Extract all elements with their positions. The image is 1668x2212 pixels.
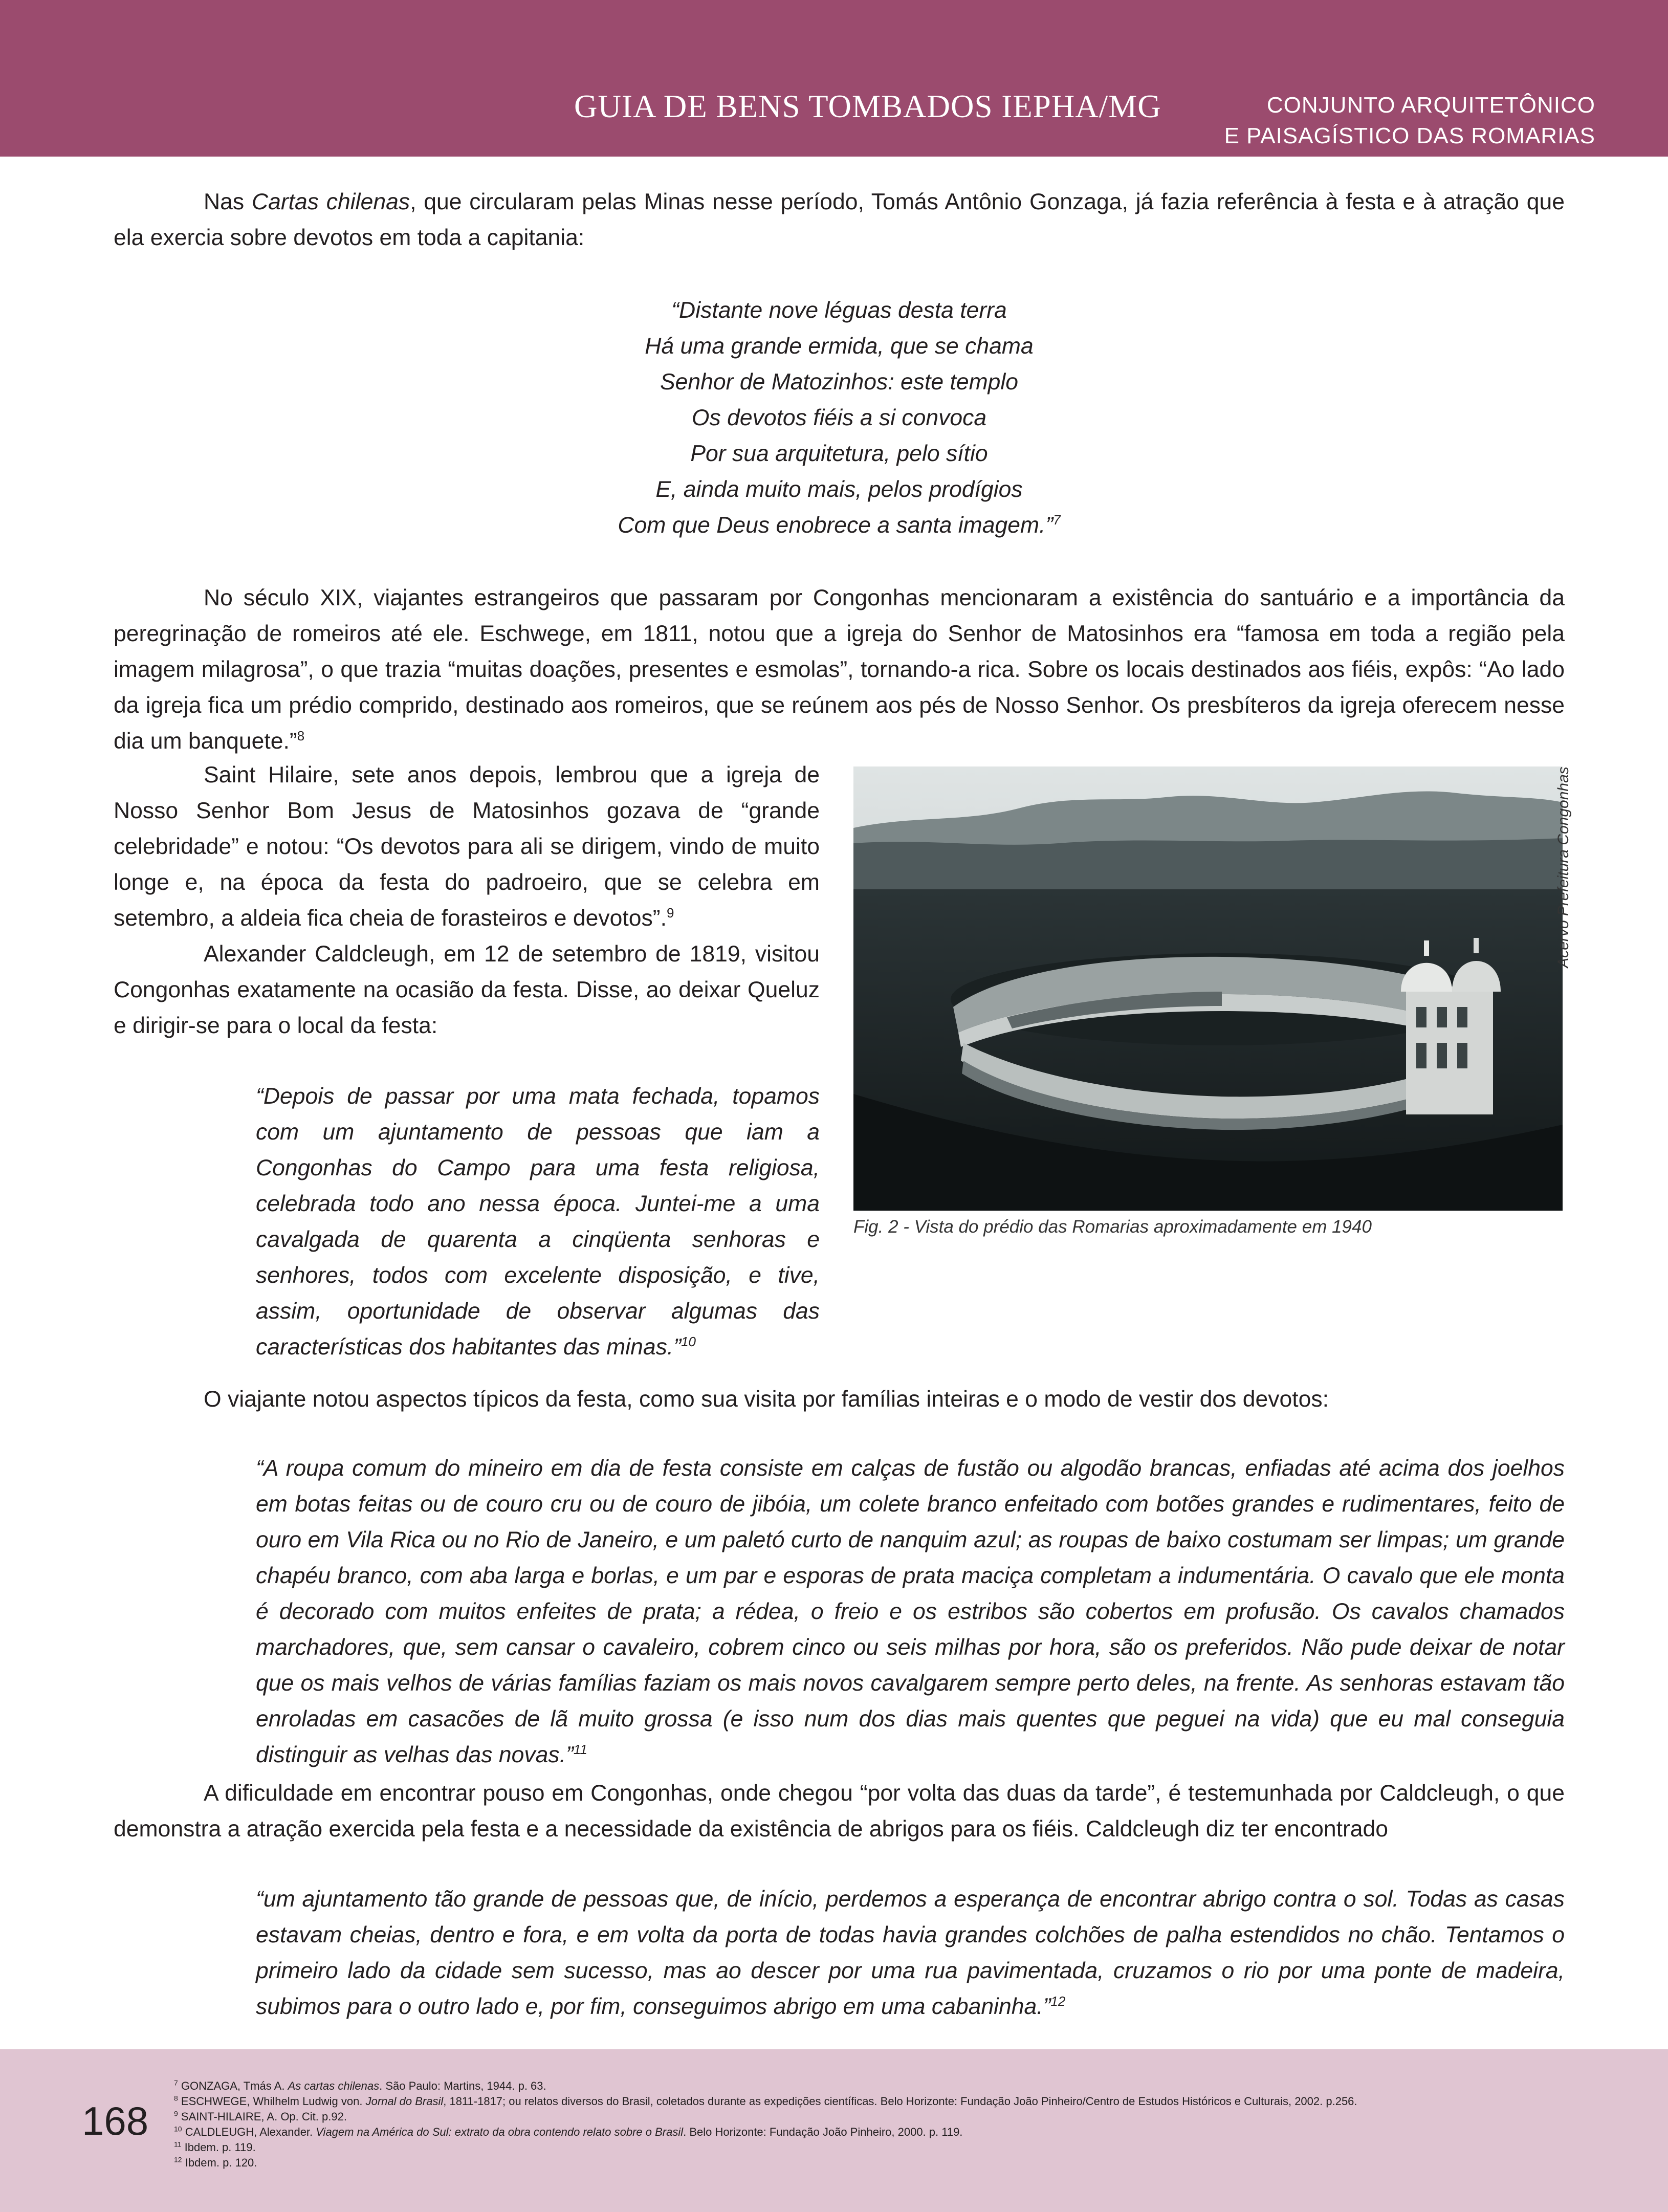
verse-line: Senhor de Matozinhos: este templo <box>660 369 1019 395</box>
footnote: $^8$ ESCHWEGE, Whilhelm Ludwig von. Jornal do Brasil, 1811-1817; ou relatos diversos do Brasil, coletados durante as expedições científicas. Belo Horizonte: Fundação João Pinheiro/Centro de Estudos Históricos e Culturais, 2002. p.256. <box>174 2094 1357 2108</box>
photo-credit: Acervo Prefeitura Congonhas <box>1555 766 1572 968</box>
verse-line: Os devotos fiéis a si convoca <box>691 405 987 430</box>
figure-caption: Fig. 2 - Vista do prédio das Romarias aproximadamente em 1940 <box>853 1217 1372 1237</box>
page-number: 168 <box>82 2098 149 2143</box>
verse-quote <box>512 293 1167 543</box>
footnotes <box>174 2078 1658 2171</box>
footnote-ref: 8 <box>297 728 305 744</box>
paragraph-cartas-chilenas: Nas Cartas chilenas, que circularam pelas Minas nesse período, Tomás Antônio Gonzaga, já fazia referência à festa e à atração que ela exercia sobre devotos em toda a capitania: <box>114 189 1565 250</box>
paragraph-aspectos-festa: O viajante notou aspectos típicos da festa, como sua visita por famílias inteiras e o modo de vestir dos devotos: <box>204 1387 1329 1412</box>
footnote-ref: 12 <box>1050 1994 1066 2009</box>
paragraph-caldcleugh: Alexander Caldcleugh, em 12 de setembro de 1819, visitou Congonhas exatamente na ocasião da festa. Disse, ao deixar Queluz e dirigir-se para o local da festa: <box>114 941 820 1038</box>
quote-caldcleugh-cavalgada: “Depois de passar por uma mata fechada, topamos com um ajuntamento de pessoas que iam a Congonhas do Campo para uma festa religiosa, celebrada todo ano nessa época. Juntei-me a uma cavalgada de quarenta a cinqüenta senhoras e senhores, todos com excelente disposição, e tive, assim, oportunidade de observar algumas das características dos habitantes das minas.”$^{10}$ <box>256 1084 820 1360</box>
footnote: $^{12}$ Ibdem. p. 120. <box>174 2155 257 2169</box>
guide-title: GUIA DE BENS TOMBADOS IEPHA/MG <box>574 89 1161 124</box>
section-title <box>1224 90 1595 151</box>
page-header <box>0 0 1668 157</box>
footnote: $^9$ SAINT-HILAIRE, A. Op. Cit. p.92. <box>174 2109 347 2123</box>
paragraph-pouso-congonhas: A dificuldade em encontrar pouso em Congonhas, onde chegou “por volta das duas da tarde”, é testemunhada por Caldcleugh, o que demonstra a atração exercida pela festa e a necessidade da existência de abrigos para os fiéis. Caldcleugh diz ter encontrado <box>114 1781 1565 1842</box>
verse-line: Por sua arquitetura, pelo sítio <box>690 441 988 466</box>
footnote: $^{11}$ Ibdem. p. 119. <box>174 2140 256 2154</box>
paragraph-saint-hilaire: Saint Hilaire, sete anos depois, lembrou que a igreja de Nosso Senhor Bom Jesus de Matosinhos gozava de “grande celebridade” e notou: “Os devotos para ali se dirigem, vindo de muito longe e, na época da festa do padroeiro, que se celebra em setembro, a aldeia fica cheia de forasteiros e devotos”.$^9$ <box>114 762 820 931</box>
section-title-line2: E PAISAGÍSTICO DAS ROMARIAS <box>1224 123 1595 148</box>
footnote-ref: 9 <box>666 905 674 921</box>
footnote-ref: 7 <box>1053 512 1061 528</box>
historic-photo-romarias <box>853 766 1563 1211</box>
verse-line: Há uma grande ermida, que se chama <box>645 334 1034 359</box>
footnote: $^{10}$ CALDLEUGH, Alexander. Viagem na América do Sul: extrato da obra contendo relato sobre o Brasil. Belo Horizonte: Fundação João Pinheiro, 2000. p. 119. <box>174 2125 963 2138</box>
footnote: $^7$ GONZAGA, Tmás A. As cartas chilenas. São Paulo: Martins, 1944. p. 63. <box>174 2078 546 2092</box>
quote-ajuntamento: “um ajuntamento tão grande de pessoas que, de início, perdemos a esperança de encontrar abrigo contra o sol. Todas as casas estavam cheias, dentro e fora, e em volta da porta de todas havia grandes colchões de palha estendidos no chão. Tentamos o primeiro lado da cidade sem sucesso, mas ao descer por uma rua pavimentada, cruzamos o rio por uma ponte de madeira, subimos para o outro lado e, por fim, conseguimos abrigo em uma cabaninha.”$^{12}$ <box>256 1887 1565 2019</box>
footnote-ref: 11 <box>573 1742 587 1758</box>
footnote-ref: 10 <box>681 1334 696 1350</box>
verse-line: E, ainda muito mais, pelos prodígios <box>655 477 1023 502</box>
section-title-line1: CONJUNTO ARQUITETÔNICO <box>1266 93 1595 118</box>
verse-line: “Distante nove léguas desta terra <box>671 298 1007 323</box>
verse-line: Com que Deus enobrece a santa imagem.”$^7$ <box>618 512 1061 538</box>
quote-roupa-mineiro: “A roupa comum do mineiro em dia de festa consiste em calças de fustão ou algodão brancas, enfiadas até acima dos joelhos em botas feitas ou de couro cru ou de couro de jibóia, um colete branco enfeitado com botões grandes e rudimentares, feito de ouro em Vila Rica ou no Rio de Janeiro, e um paletó curto de nanquim azul; as roupas de baixo costumam ser limpas; um grande chapéu branco, com aba larga e borlas, e um par e esporas de prata maciça completam a indumentária. O cavalo que ele monta é decorado com muitos enfeites de prata; a rédea, o freio e os estribos são cobertos em profusão. Os cavalos chamados marchadores, que, sem cansar o cavaleiro, cobrem cinco ou seis milhas por hora, são os preferidos. Não pude deixar de notar que os mais velhos de várias famílias faziam os mais novos cavalgarem sempre perto deles, na frente. As senhoras estavam tão enroladas em casacões de lã muito grossa (e isso num dos dias mais quentes que peguei na vida) que eu mal conseguia distinguir as velhas das novas.”$^{11}$ <box>256 1456 1565 1767</box>
paragraph-seculo-xix: No século XIX, viajantes estrangeiros que passaram por Congonhas mencionaram a existência do santuário e a importância da peregrinação de romeiros até ele. Eschwege, em 1811, notou que a igreja do Senhor de Matosinhos era “famosa em toda a região pela imagem milagrosa”, o que trazia “muitas doações, presentes e esmolas”, tornando-a rica. Sobre os locais destinados aos fiéis, expôs: “Ao lado da igreja fica um prédio comprido, destinado aos romeiros, que se reúnem aos pés de Nosso Senhor. Os presbíteros da igreja oferecem nesse dia um banquete.”$^8$ <box>114 585 1565 754</box>
